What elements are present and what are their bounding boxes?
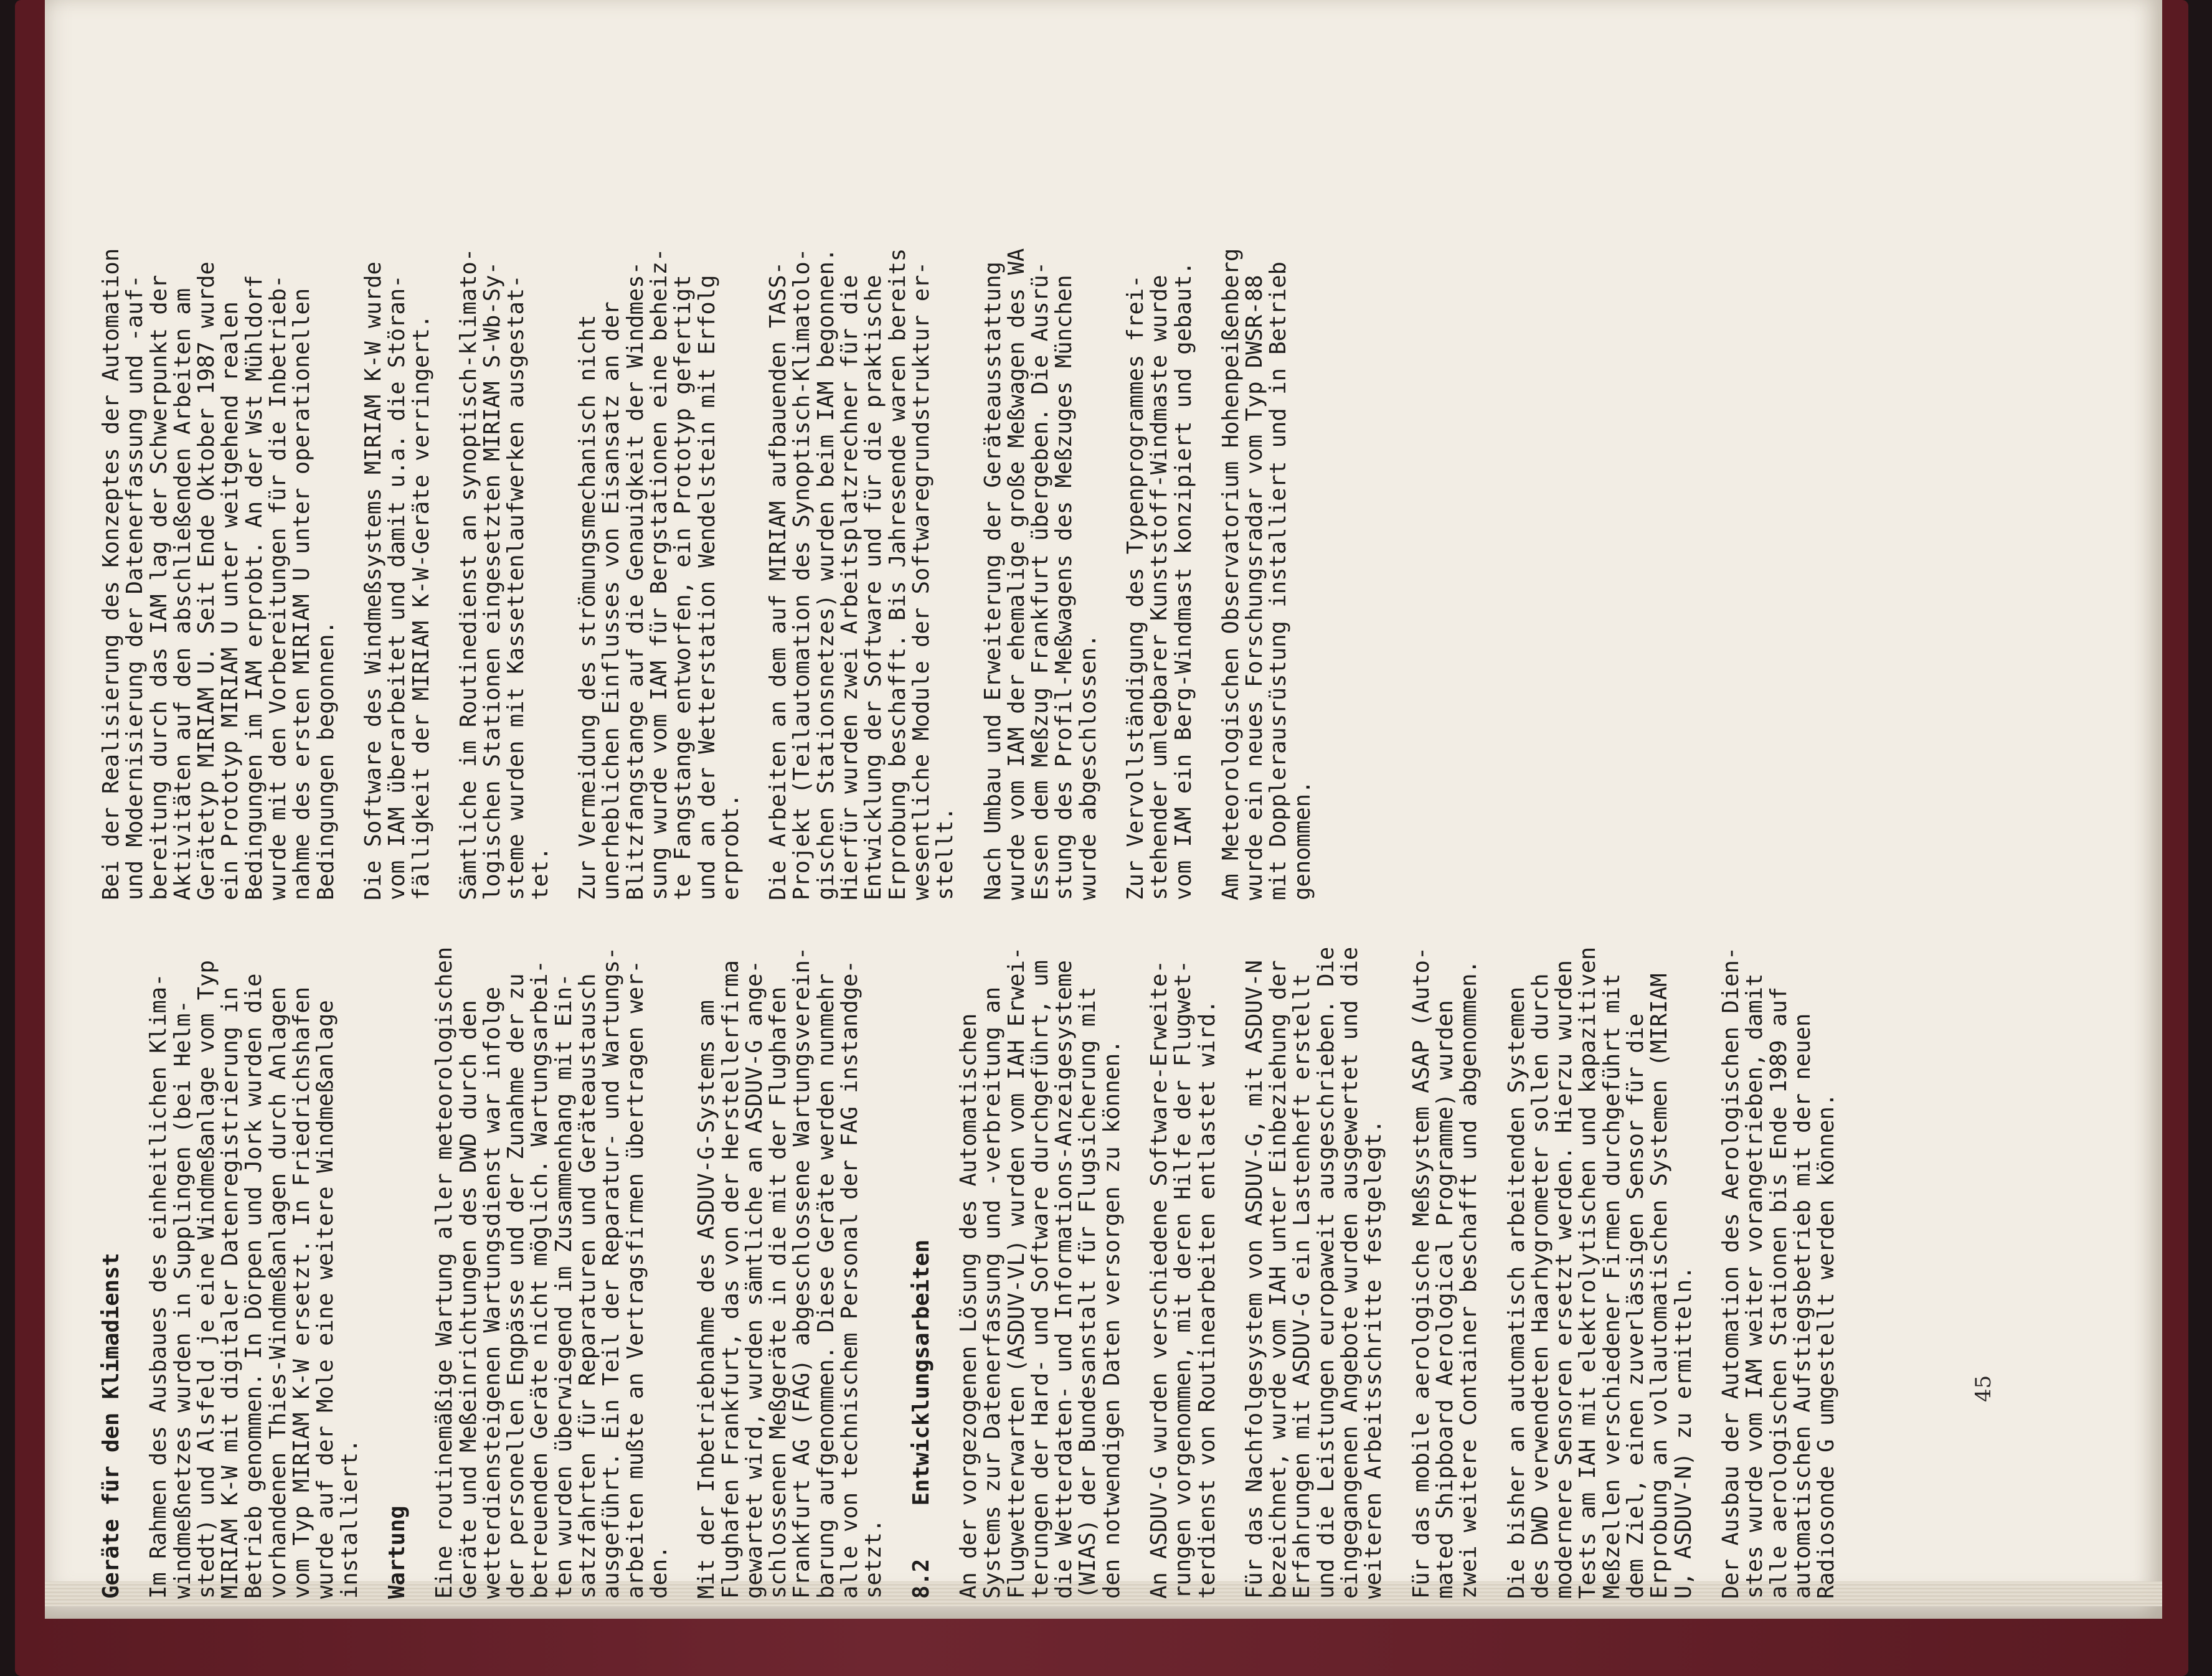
text-line: mit Dopplerausrüstung installiert und in Betrieb xyxy=(1265,261,1292,900)
text-line: U, ASDUV-N) zu ermitteln. xyxy=(1670,1266,1696,1599)
text-line: barung aufgenommen. Diese Geräte werden nunmehr xyxy=(813,973,839,1599)
text-line: nahme des ersten MIRIAM U unter operationellen xyxy=(289,288,315,900)
paragraph-gap xyxy=(933,947,957,1599)
text-column-right xyxy=(100,248,1315,900)
text-line: wetterdiensteigenen Wartungsdienst war infolge xyxy=(479,986,505,1599)
text-line: gewartet wird, wurden sämtliche an ASDUV-G ange- xyxy=(741,960,767,1599)
paragraph-gap xyxy=(958,248,981,900)
text-line: ein Prototyp MIRIAM U unter weitgehend realen xyxy=(217,301,243,900)
text-line: wurde abgeschlossen. xyxy=(1075,634,1101,900)
text-line: Erprobung beschafft. Bis Jahresende waren bereits xyxy=(884,248,910,900)
text-line: zwei weitere Container beschafft und abgenommen. xyxy=(1456,960,1482,1599)
text-line: te Fangstange entworfen, ein Prototyp gefertigt xyxy=(670,275,696,900)
section-heading: Wartung xyxy=(384,1505,410,1599)
text-line: Die Software des Windmeßsystems MIRIAM K-W wurde xyxy=(360,261,386,900)
section-heading: Geräte für den Klimadienst xyxy=(98,1253,124,1599)
paragraph-gap xyxy=(1386,947,1410,1599)
text-line: stes wurde vom IAM weiter vorangetrieben, damit xyxy=(1742,973,1768,1599)
text-line: Bei der Realisierung des Konzeptes der Automation xyxy=(98,248,124,900)
text-line: Bedingungen im IAM erprobt. An der Wst Mühldorf xyxy=(241,275,267,900)
text-line: Der Ausbau der Automation des Aerologischen Dien- xyxy=(1718,946,1744,1599)
text-line: stehender umlegbarer Kunststoff-Windmaste wurde xyxy=(1146,275,1173,900)
text-line: alle aerologischen Stationen bis Ende 1989 auf xyxy=(1765,986,1792,1599)
text-line: terdienst von Routinearbeiten entlastet wird. xyxy=(1194,1000,1220,1599)
text-line: Im Rahmen des Ausbaues des einheitlichen Klima- xyxy=(146,973,172,1599)
text-line: der personellen Engpässe und der Zunahme der zu xyxy=(503,973,529,1599)
text-line: alle von technischem Personal der FAG instandge- xyxy=(837,960,863,1599)
text-line: windmeßnetzes wurden in Supplingen (bei Helm- xyxy=(169,1000,196,1599)
text-line: wurde auf der Mole eine weitere Windmeßanlage xyxy=(313,1000,339,1599)
text-line: Frankfurt AG (FAG) abgeschlossene Wartungsverein- xyxy=(789,946,815,1599)
text-line: An der vorgezogenen Lösung des Automatischen xyxy=(955,1013,981,1599)
text-line: Meßzellen verschiedener Firmen durchgeführt mit xyxy=(1599,973,1625,1599)
text-line: schlossenen Meßgeräte in die mit der Flughafen xyxy=(765,986,792,1599)
text-line: satzfahrten für Reparaturen und Geräteaustausch xyxy=(575,973,601,1599)
text-line: genommen. xyxy=(1289,780,1315,900)
text-line: steme wurden mit Kassettenlaufwerken ausgestat- xyxy=(503,275,529,900)
text-line: rungen vorgenommen, mit deren Hilfe der Flugwet- xyxy=(1170,960,1196,1599)
text-line: Aktivitäten auf den abschließenden Arbeiten am xyxy=(169,288,196,900)
text-line: Blitzfangstange auf die Genauigkeit der Windmes- xyxy=(622,261,648,900)
text-line: arbeiten mußte an Vertragsfirmen übertragen wer- xyxy=(622,960,648,1599)
text-line: Für das Nachfolgesystem von ASDUV-G, mit ASDUV-N xyxy=(1241,960,1267,1599)
text-line: Die Arbeiten an dem auf MIRIAM aufbauenden TASS- xyxy=(765,261,792,900)
text-line: dem Ziel, einen zuverlässigen Sensor für die xyxy=(1623,1013,1649,1599)
page-number: 45 xyxy=(1971,1375,1996,1402)
text-line: Eine routinemäßige Wartung aller meteorologischen xyxy=(432,946,458,1599)
text-line: setzt. xyxy=(861,1518,887,1599)
paragraph-gap xyxy=(123,947,147,1599)
text-line: vorhandenen Thies-Windmeßanlagen durch Anlagen xyxy=(265,986,291,1599)
text-line: Systems zur Datenerfassung und -verbreitung an xyxy=(980,986,1006,1599)
text-line: den. xyxy=(646,1545,672,1599)
text-line: den notwendigen Daten versorgen zu können. xyxy=(1099,1040,1125,1599)
text-line: und an der Wetterstation Wendelstein mit Erfolg xyxy=(694,275,720,900)
paragraph-gap xyxy=(743,248,767,900)
paragraph-gap xyxy=(409,947,433,1599)
text-line: Erfahrungen mit ASDUV-G ein Lastenheft erstellt xyxy=(1289,973,1315,1599)
text-line: terungen der Hard- und Software durchgeführt, um xyxy=(1027,960,1053,1599)
paragraph-gap xyxy=(362,947,385,1599)
paragraph-gap xyxy=(1482,947,1505,1599)
text-line: bereitung durch das IAM lag der Schwerpunkt der xyxy=(146,275,172,900)
text-line: Projekt (Teilautomation des Synoptisch-Klimatolo- xyxy=(789,248,815,900)
text-line: Tests am IAH mit elektrolytischen und kapazitiven xyxy=(1575,946,1601,1599)
text-line: Zur Vermeidung des strömungsmechanisch nicht xyxy=(575,314,601,900)
text-line: mated Shipboard Aerological Programme) wurden xyxy=(1432,1000,1458,1599)
text-line: Radiosonde G umgestellt werden können. xyxy=(1813,1093,1840,1599)
text-line: und die Leistungen europaweit ausgeschrieben. Die xyxy=(1313,946,1339,1599)
text-line: Flughafen Frankfurt, das von der Herstellerfirma xyxy=(717,960,744,1599)
text-line: weiteren Arbeitsschritte festgelegt. xyxy=(1361,1119,1387,1599)
paragraph-gap xyxy=(1124,947,1148,1599)
text-line: (WIAS) der Bundesanstalt für Flugsicherung mit xyxy=(1075,986,1101,1599)
paragraph-gap xyxy=(671,947,695,1599)
text-line: unerheblichen Einflusses von Eisansatz an der xyxy=(598,301,625,900)
text-line: Zur Vervollständigung des Typenprogrammes frei- xyxy=(1122,275,1148,900)
text-line: installiert. xyxy=(336,1439,362,1599)
text-line: stedt) und Alsfeld je eine Windmeßanlage vom Typ xyxy=(193,960,219,1599)
text-line: Für das mobile aerologische Meßsystem ASAP (Auto- xyxy=(1408,946,1434,1599)
text-line: wurde vom IAM der ehemalige große Meßwagen des WA xyxy=(1003,248,1029,900)
text-line: wesentliche Module der Softwaregrundstruktur er- xyxy=(908,261,934,900)
text-line: Nach Umbau und Erweiterung der Geräteausstattung xyxy=(980,261,1006,900)
section-heading: 8.2 Entwicklungsarbeiten xyxy=(908,1239,934,1599)
text-line: ten wurden überwiegend im Zusammenhang mit Ein- xyxy=(551,973,577,1599)
text-line: automatischen Aufstiegsbetrieb mit der neuen xyxy=(1789,1013,1815,1599)
text-line: logischen Stationen eingesetzten MIRIAM S-Wb-Sy- xyxy=(480,261,506,900)
text-line: des DWD verwendeten Haarhygrometer sollen durch xyxy=(1527,973,1553,1599)
paragraph-gap xyxy=(552,248,576,900)
text-line: die Wetterdaten- und Informations-Anzeigesysteme xyxy=(1051,960,1077,1599)
text-line: tet. xyxy=(527,847,553,900)
text-line: ausgeführt. Ein Teil der Reparatur- und Wartungs- xyxy=(598,946,625,1599)
text-line: vom Typ MIRIAM K-W ersetzt. In Friedrichshafen xyxy=(289,986,315,1599)
text-line: gischen Stationsnetzes) wurden beim IAM begonnen. xyxy=(813,248,839,900)
text-line: Am Meteorologischen Observatorium Hohenpeißenberg xyxy=(1217,248,1244,900)
text-line: Betrieb genommen. In Dörpen und Jork wurden die xyxy=(241,973,267,1599)
paragraph-gap xyxy=(1696,947,1719,1599)
text-line: Hierfür wurden zwei Arbeitsplatzrechner für die xyxy=(837,275,863,900)
text-line: bezeichnet, wurde vom IAH unter Einbeziehung der xyxy=(1265,960,1292,1599)
text-line: stung des Profil-Meßwagens des Meßzuges München xyxy=(1051,275,1077,900)
text-line: wurde ein neues Forschungsradar vom Typ DWSR-88 xyxy=(1242,275,1268,900)
paragraph-gap xyxy=(1219,947,1243,1599)
text-line: Die bisher an automatisch arbeitenden Systemen xyxy=(1503,986,1529,1599)
text-line: fälligkeit der MIRIAM K-W-Geräte verringert. xyxy=(408,314,434,900)
text-line: erprobt. xyxy=(717,794,744,900)
text-line: Gerätetyp MIRIAM U. Seit Ende Oktober 1987 wurde xyxy=(194,261,220,900)
text-line: Essen dem Meßzug Frankfurt übergeben. Die Ausrü- xyxy=(1028,261,1054,900)
text-line: und Modernisierung der Datenerfassung und -auf- xyxy=(122,275,148,900)
text-line: Bedingungen begonnen. xyxy=(313,621,339,900)
text-line: sung wurde vom IAM für Bergstationen eine beheiz- xyxy=(646,248,672,900)
text-line: vom IAM überarbeitet und damit u.a. die Störan- xyxy=(384,275,410,900)
text-line: betreuenden Geräte nicht möglich. Wartungsarbei- xyxy=(527,960,553,1599)
paragraph-gap xyxy=(1196,248,1219,900)
text-line: Mit der Inbetriebnahme des ASDUV-G-Systems am xyxy=(694,1000,720,1599)
text-line: Entwicklung der Software und für die praktische xyxy=(861,275,887,900)
text-line: Erprobung an vollautomatischen Systemen (MIRIAM xyxy=(1647,973,1673,1599)
text-line: Flugwetterwarten (ASDUV-VL) wurden vom IAH Erwei- xyxy=(1003,946,1029,1599)
text-line: Sämtliche im Routinedienst an synoptisch-klimato- xyxy=(455,248,481,900)
text-line: eingegangenen Angebote wurden ausgewertet und die xyxy=(1337,946,1363,1599)
text-column-left xyxy=(100,947,1838,1599)
paragraph-gap xyxy=(886,947,910,1599)
paragraph-gap xyxy=(433,248,457,900)
text-line: wurde mit den Vorbereitungen für die Inbetrieb- xyxy=(265,275,291,900)
text-line: stellt. xyxy=(932,807,958,900)
text-line: modernere Sensoren ersetzt werden. Hierzu wurden xyxy=(1551,960,1577,1599)
text-line: vom IAM ein Berg-Windmast konzipiert und gebaut. xyxy=(1170,261,1196,900)
paragraph-gap xyxy=(338,248,362,900)
text-line: MIRIAM K-W mit digitaler Datenregistrierung in xyxy=(217,986,243,1599)
text-line: Geräte und Meßeinrichtungen des DWD durch den xyxy=(455,1000,481,1599)
text-line: An ASDUV-G wurden verschiedene Software-Erweite- xyxy=(1146,960,1172,1599)
paragraph-gap xyxy=(1100,248,1124,900)
